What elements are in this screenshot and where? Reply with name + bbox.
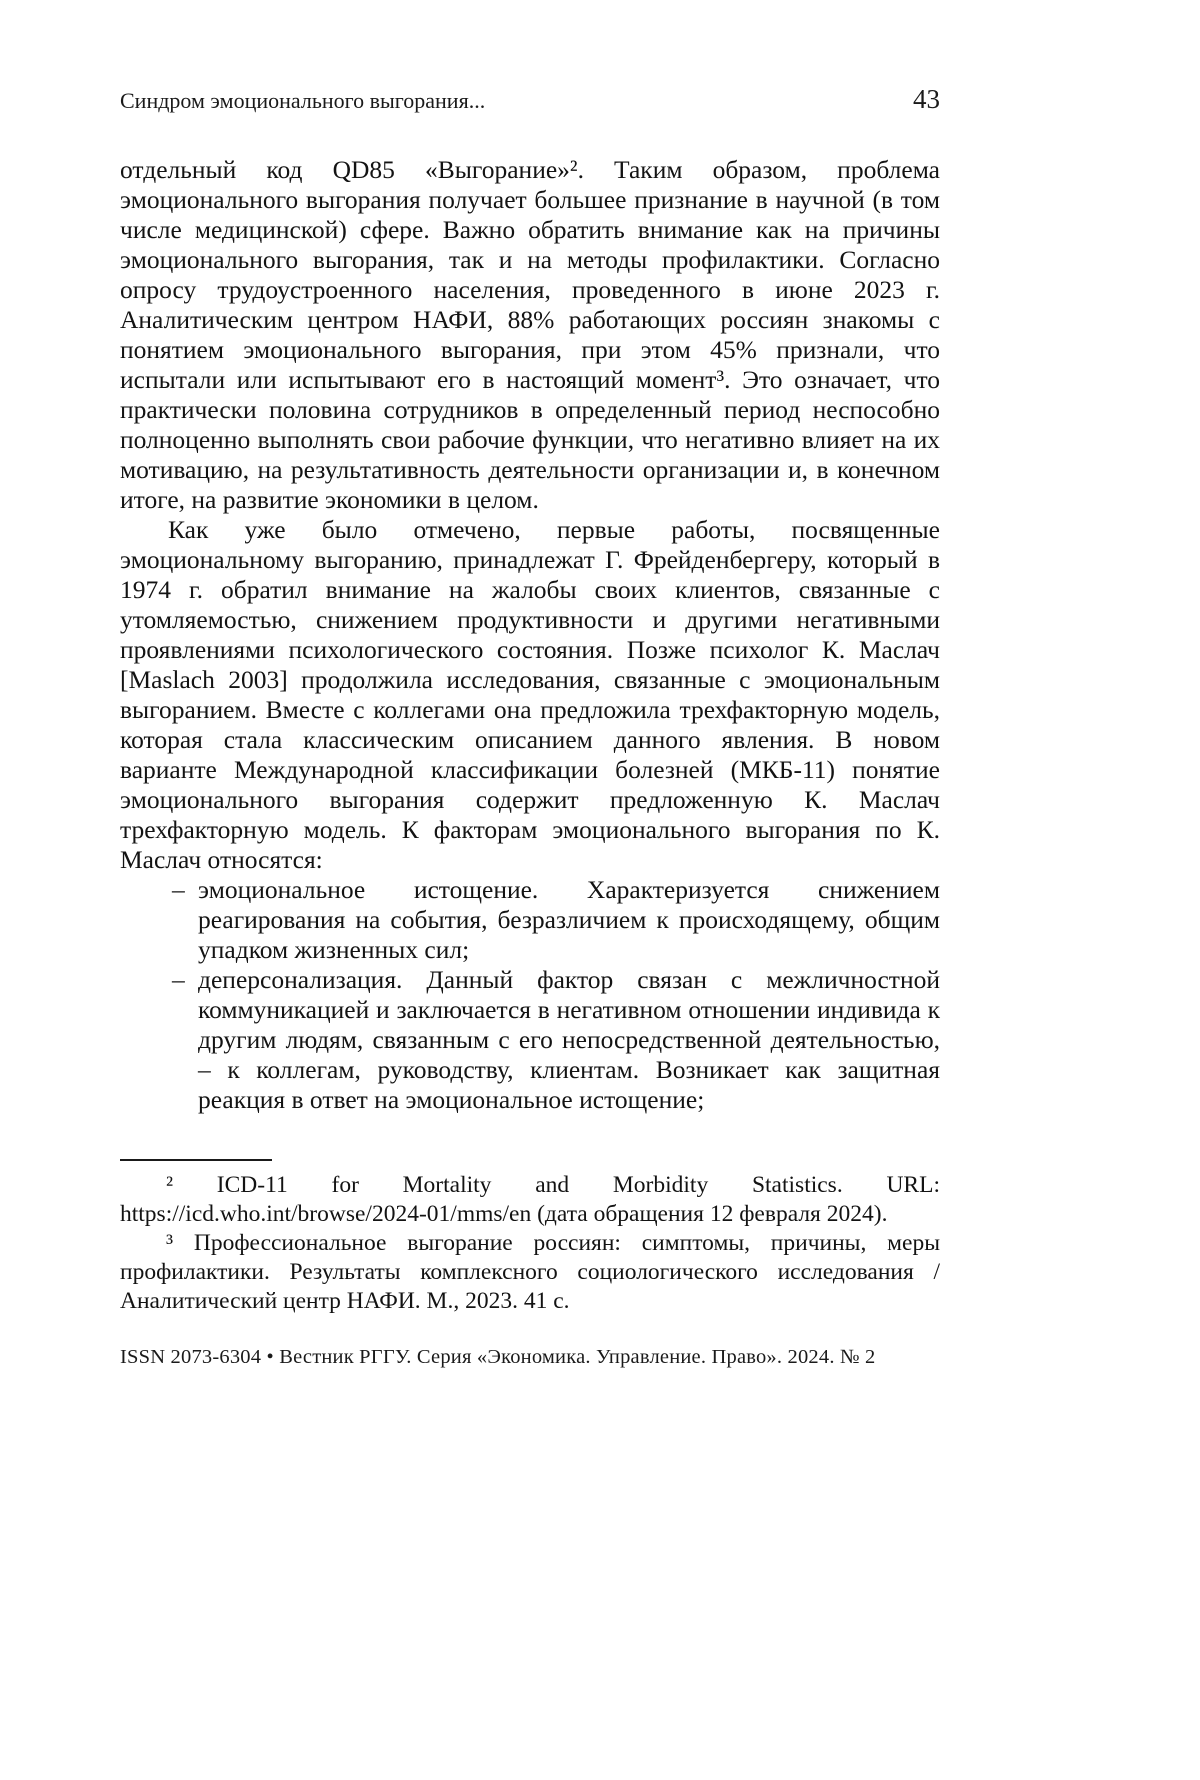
page-footer [120,1346,940,1369]
list-item-text: деперсонализация. Данный фактор связан с межличностной коммуникацией и заключается в негативном отношении индивида к другим людям, связанным с его непосредственной деятельностью, – к коллегам, руководству, клиентам. Возникает как защитная реакция в ответ на эмоциональное истощение; [198,965,940,1114]
footnote-3: ³ Профессиональное выгорание россиян: симптомы, причины, меры профилактики. Результаты комплексного социологического исследования / Аналитический центр НАФИ. М., 2023. 41 с. [120,1230,940,1314]
page-header [120,84,940,115]
list-dash: – [172,965,185,994]
footnote-divider [120,1159,272,1161]
list-dash: – [172,875,185,904]
paragraph: Как уже было отмечено, первые работы, посвященные эмоциональному выгоранию, принадлежат Г. Фрейденбергеру, который в 1974 г. обратил внимание на жалобы своих клиентов, связанные с утомляемостью, снижением продуктивности и другими негативными проявлениями психологического состояния. Позже психолог К. Маслач [Maslach 2003] продолжила исследования, связанные с эмоциональным выгоранием. Вместе с коллегами она предложила трехфакторную модель, которая стала классическим описанием данного явления. В новом варианте Международной классификации болезней (МКБ-11) понятие эмоционального выгорания содержит предложенную К. Маслач трехфакторную модель. К факторам эмоционального выгорания по К. Маслач относятся: [120,515,940,874]
page-number: 43 [913,84,940,114]
list-item-emotional-exhaustion [120,875,940,965]
journal-imprint: ISSN 2073-6304 • Вестник РГГУ. Серия «Экономика. Управление. Право». 2024. № 2 [120,1346,876,1368]
paragraph-continuation: отдельный код QD85 «Выгорание»². Таким образом, проблема эмоционального выгорания получает большее признание в научной (в том числе медицинской) сфере. Важно обратить внимание как на причины эмоционального выгорания, так и на методы профилактики. Согласно опросу трудоустроенного населения, проведенного в июне 2023 г. Аналитическим центром НАФИ, 88% работающих россиян знакомы с понятием эмоционального выгорания, при этом 45% признали, что испытали или испытывают его в настоящий момент³. Это означает, что практически половина сотрудников в определенный период неспособно полноценно выполнять свои рабочие функции, что негативно влияет на их мотивацию, на результативность деятельности организации и, в конечном итоге, на развитие экономики в целом. [120,155,940,514]
list-item-text: эмоциональное истощение. Характеризуется снижением реагирования на события, безразличием к происходящему, общим упадком жизненных сил; [198,875,940,964]
running-title: Синдром эмоционального выгорания... [120,88,486,113]
article-body [120,155,940,1115]
footnote-2: ² ICD-11 for Mortality and Morbidity Statistics. URL: https://icd.who.int/browse/2024-01/mms/en (дата обращения 12 февраля 2024). [120,1172,940,1227]
list-item-depersonalization [120,965,940,1115]
footnotes-section [120,1171,940,1316]
